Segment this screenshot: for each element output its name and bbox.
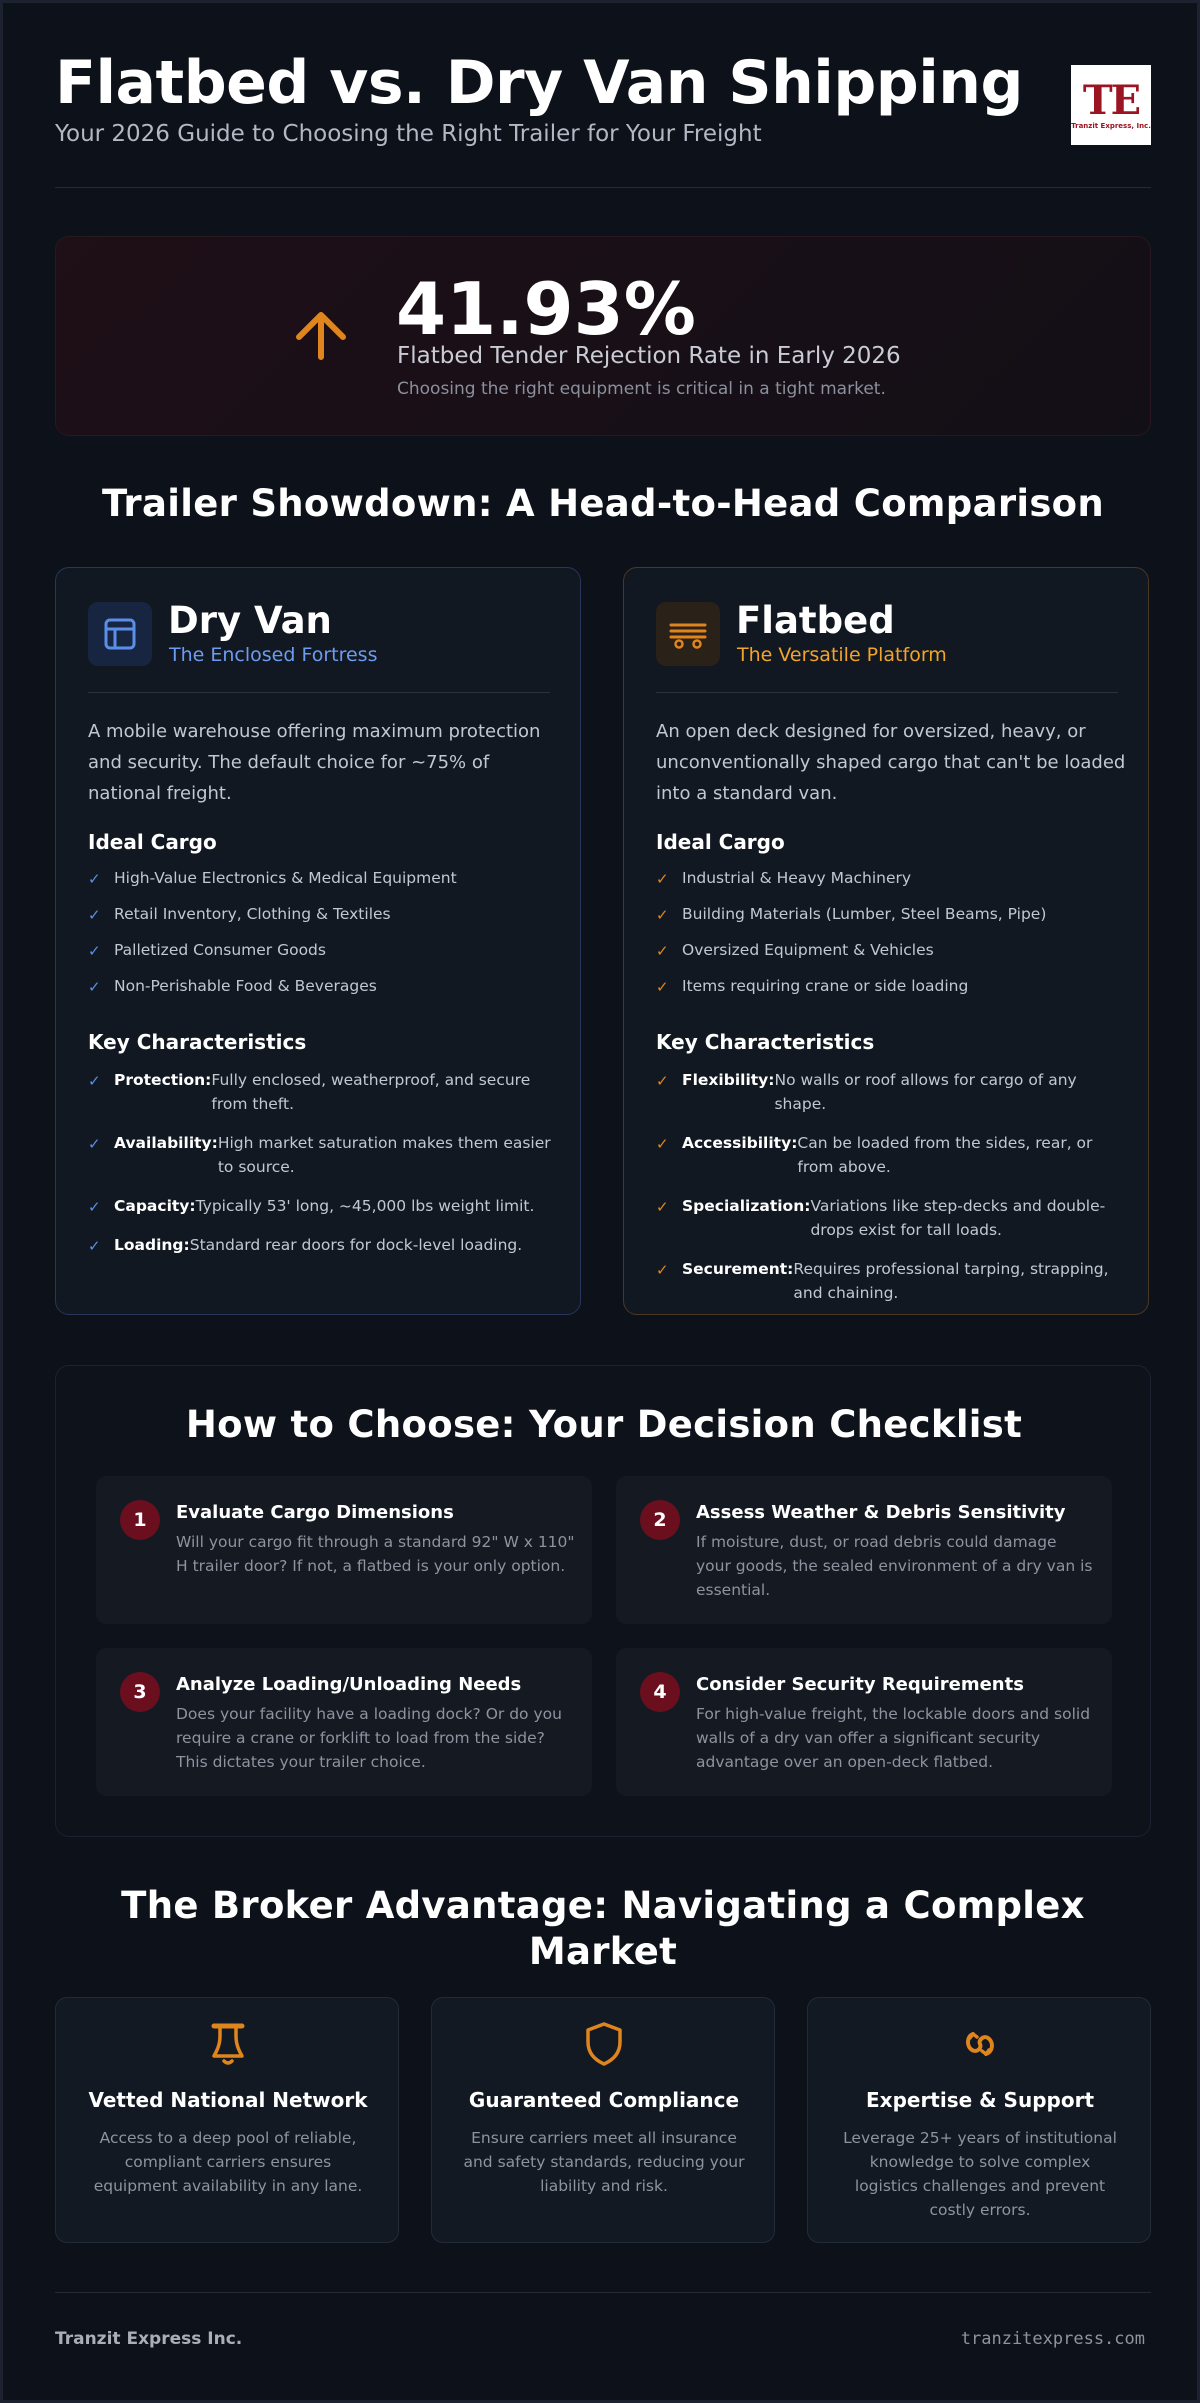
footer-divider	[55, 2292, 1151, 2293]
step-text: For high-value freight, the lockable doors and solid walls of a dry van offer a significant security advantage over an open-deck flatbed.	[696, 1705, 1091, 1771]
list-item: ✓ Accessibility: Can be loaded from the sides, rear, or from above.	[656, 1134, 1093, 1176]
feature-text: Leverage 25+ years of institutional knowledge to solve complex logistics challenges and prevent costly errors.	[843, 2129, 1117, 2219]
dry-van-card	[55, 567, 581, 1315]
page-title: Flatbed vs. Dry Van Shipping	[55, 48, 1023, 118]
list-item: ✓ Flexibility: No walls or roof allows for cargo of any shape.	[656, 1071, 1077, 1113]
step-number: 3	[120, 1672, 160, 1712]
feature-text: Ensure carriers meet all insurance and safety standards, reducing your liability and risk.	[463, 2129, 745, 2195]
check-icon: ✓	[656, 978, 669, 996]
arrow-up-icon	[291, 305, 351, 365]
check-icon: ✓	[88, 1135, 101, 1153]
flatbed-characteristics-list	[656, 1068, 1126, 1320]
list-item: ✓ Protection: Fully enclosed, weatherproof, and secure from theft.	[88, 1071, 531, 1113]
flatbed-title: Flatbed	[736, 599, 895, 642]
list-item: ✓ Availability: High market saturation makes them easier to source.	[88, 1134, 551, 1176]
dry-van-cargo-heading: Ideal Cargo	[88, 830, 217, 854]
card-divider	[88, 692, 550, 693]
flatbed-description: An open deck designed for oversized, heavy, or unconventionally shaped cargo that can't be loaded into a standard van.	[656, 721, 1126, 804]
list-item: ✓ Retail Inventory, Clothing & Textiles	[88, 902, 558, 938]
list-item: ✓ Industrial & Heavy Machinery	[656, 866, 1126, 902]
dry-van-description: A mobile warehouse offering maximum protection and security. The default choice for ~75% of national freight.	[88, 721, 541, 804]
header-divider	[55, 187, 1151, 188]
checklist-step	[616, 1648, 1112, 1796]
stat-banner	[55, 236, 1151, 436]
feature-title: Vetted National Network	[88, 2088, 368, 2112]
dry-van-title: Dry Van	[168, 599, 332, 642]
step-title: Assess Weather & Debris Sensitivity	[696, 1502, 1066, 1523]
dry-van-characteristics-list	[88, 1068, 558, 1272]
check-icon: ✓	[88, 1237, 101, 1255]
list-item: ✓ Items requiring crane or side loading	[656, 974, 1126, 1010]
feature-card	[55, 1997, 399, 2243]
card-divider	[656, 692, 1118, 693]
checklist-title: How to Choose: Your Decision Checklist	[185, 1403, 1023, 1446]
stat-label: Flatbed Tender Rejection Rate in Early 2026	[397, 343, 901, 369]
broker-title: The Broker Advantage: Navigating a Complex Market	[121, 1884, 1085, 1973]
check-icon: ✓	[88, 870, 101, 888]
company-logo[interactable]	[1071, 65, 1151, 145]
step-text: Does your facility have a loading dock? Or do you require a crane or forklift to load from the side? This dictates your trailer choice.	[176, 1705, 562, 1771]
step-number: 4	[640, 1672, 680, 1712]
feature-card	[431, 1997, 775, 2243]
list-item: ✓ High-Value Electronics & Medical Equipment	[88, 866, 558, 902]
flatbed-cargo-heading: Ideal Cargo	[656, 830, 785, 854]
list-item: ✓ Loading: Standard rear doors for dock-level loading.	[88, 1233, 558, 1257]
check-icon: ✓	[656, 870, 669, 888]
check-icon: ✓	[656, 1135, 669, 1153]
dry-van-tagline: The Enclosed Fortress	[169, 644, 378, 666]
trailer-box-icon	[88, 602, 152, 666]
step-number: 1	[120, 1500, 160, 1540]
decision-checklist	[55, 1365, 1151, 1837]
check-icon: ✓	[88, 1198, 101, 1216]
stat-note: Choosing the right equipment is critical in a tight market.	[397, 379, 886, 399]
check-icon: ✓	[656, 1198, 669, 1216]
step-title: Consider Security Requirements	[696, 1674, 1024, 1695]
stat-value: 41.93%	[396, 267, 696, 351]
shield-icon	[580, 2020, 628, 2068]
logo-text: Tranzit Express, Inc.	[1071, 122, 1151, 130]
flatbed-card	[623, 567, 1149, 1315]
footer-company: Tranzit Express Inc.	[55, 2329, 243, 2349]
checklist-step	[96, 1648, 592, 1796]
list-item: ✓ Oversized Equipment & Vehicles	[656, 938, 1126, 974]
check-icon: ✓	[656, 942, 669, 960]
check-icon: ✓	[656, 1261, 669, 1279]
flatbed-characteristics-heading: Key Characteristics	[656, 1030, 875, 1054]
checklist-step	[616, 1476, 1112, 1624]
logo-mark: TE	[1082, 77, 1140, 124]
list-item: ✓ Securement: Requires professional tarping, strapping, and chaining.	[656, 1260, 1109, 1302]
list-item: ✓ Palletized Consumer Goods	[88, 938, 558, 974]
flatbed-cargo-list	[656, 866, 1126, 1010]
footer-url-link[interactable]: tranzitexpress.com	[960, 2329, 1145, 2349]
list-item: ✓ Non-Perishable Food & Beverages	[88, 974, 558, 1010]
feature-title: Expertise & Support	[866, 2088, 1094, 2112]
check-icon: ✓	[656, 1072, 669, 1090]
dry-van-cargo-list	[88, 866, 558, 1010]
list-item: ✓ Capacity: Typically 53' long, ~45,000 lbs weight limit.	[88, 1194, 558, 1218]
feature-text: Access to a deep pool of reliable, compliant carriers ensures equipment availability in any lane.	[93, 2129, 363, 2195]
support-icon	[956, 2020, 1004, 2068]
check-icon: ✓	[88, 942, 101, 960]
bell-icon	[204, 2020, 252, 2068]
list-item: ✓ Specialization: Variations like step-decks and double-drops exist for tall loads.	[656, 1197, 1106, 1239]
step-title: Evaluate Cargo Dimensions	[176, 1502, 454, 1523]
header	[55, 47, 1151, 187]
step-text: Will your cargo fit through a standard 92" W x 110" H trailer door? If not, a flatbed is your only option.	[176, 1533, 575, 1575]
step-text: If moisture, dust, or road debris could damage your goods, the sealed environment of a dry van is essential.	[696, 1533, 1093, 1599]
flatbed-tagline: The Versatile Platform	[737, 644, 947, 666]
check-icon: ✓	[88, 906, 101, 924]
check-icon: ✓	[88, 978, 101, 996]
list-item: ✓ Building Materials (Lumber, Steel Beams, Pipe)	[656, 902, 1126, 938]
step-title: Analyze Loading/Unloading Needs	[176, 1674, 522, 1695]
step-number: 2	[640, 1500, 680, 1540]
dry-van-characteristics-heading: Key Characteristics	[88, 1030, 307, 1054]
check-icon: ✓	[88, 1072, 101, 1090]
check-icon: ✓	[656, 906, 669, 924]
feature-title: Guaranteed Compliance	[468, 2088, 740, 2112]
flatbed-trailer-icon	[656, 602, 720, 666]
checklist-step	[96, 1476, 592, 1624]
comparison-title: Trailer Showdown: A Head-to-Head Comparison	[101, 482, 1105, 525]
feature-card	[807, 1997, 1151, 2243]
page-subtitle: Your 2026 Guide to Choosing the Right Trailer for Your Freight	[55, 121, 762, 147]
